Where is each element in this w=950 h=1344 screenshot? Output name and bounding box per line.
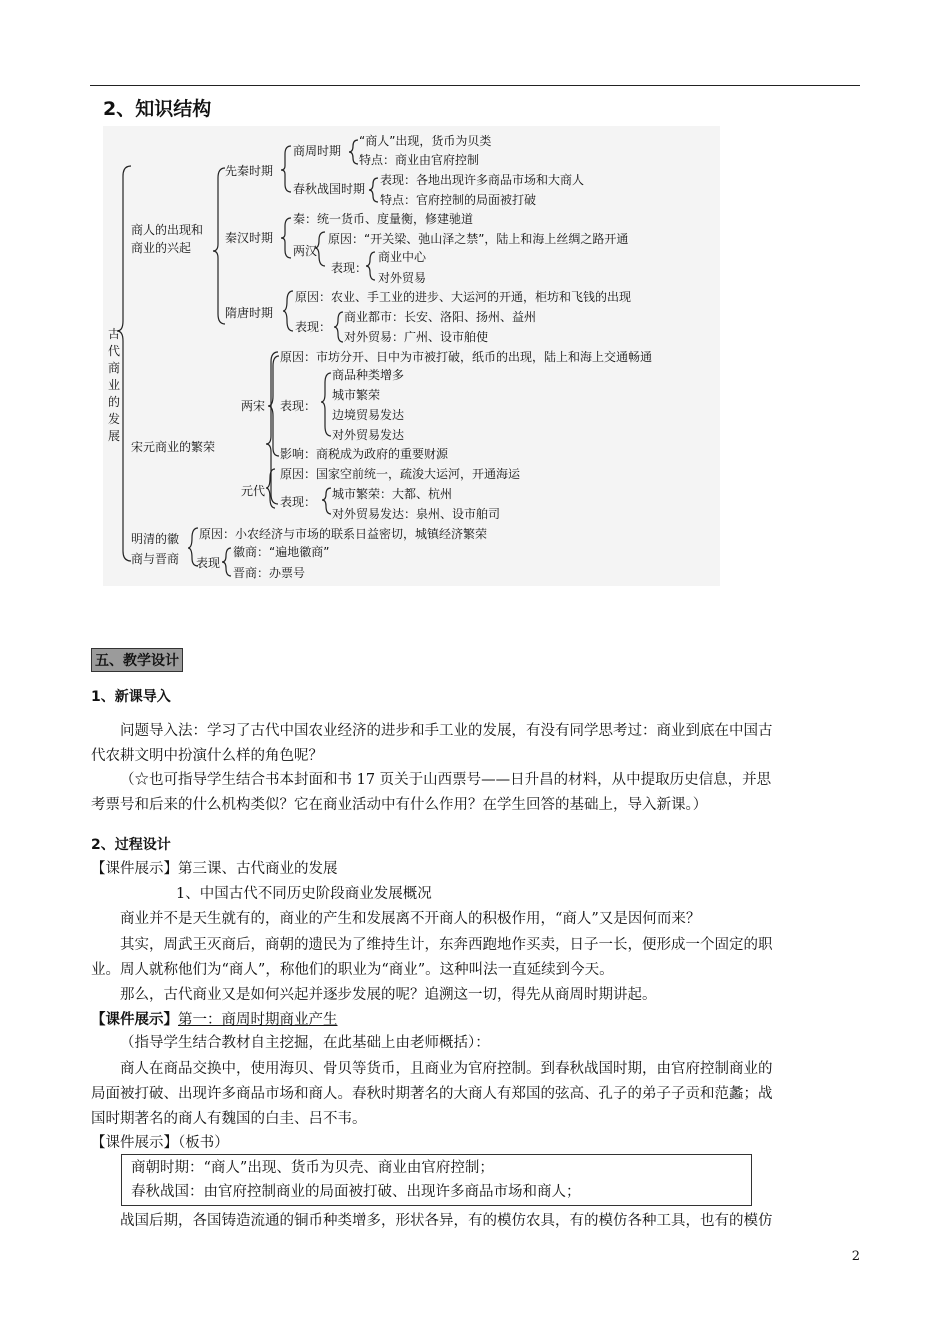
- section-5-heading: 五、教学设计: [91, 648, 183, 672]
- process-l10: 局面被打破、出现许多商品市场和商人。春秋时期著名的大商人有郑国的弦高、孔子的弟子子贡和范蠡；战: [91, 1086, 773, 1102]
- diagram-text: 原因：国家空前统一，疏浚大运河，开通海运: [280, 467, 521, 481]
- diagram-text: 表现：: [280, 399, 317, 413]
- blackboard-box: [121, 1154, 752, 1206]
- diagram-l1-c2: 商与晋商: [131, 552, 180, 566]
- diagram-text: 商业都市：长安、洛阳、扬州、益州: [344, 310, 537, 324]
- process-l7: [91, 1007, 338, 1033]
- process-l1: 【课件展示】第三课、古代商业的发展: [91, 861, 338, 877]
- process-l4: 其实，周武王灭商后，商朝的遗民为了维持生计，东奔西跑地作买卖，日子一长，便形成一个固定的职: [120, 937, 773, 953]
- diagram-text: 对外贸易发达: [332, 428, 405, 442]
- process-l13: 战国后期，各国铸造流通的铜币种类增多，形状各异，有的模仿农具，有的模仿各种工具，也有的模仿: [120, 1213, 773, 1229]
- intro-p2-line2: 考票号和后来的什么机构类似？它在商业活动中有什么作用？在学生回答的基础上，导入新课。）: [91, 797, 708, 813]
- diagram-l1-a1: 商人的出现和: [131, 223, 204, 237]
- intro-p1-line1: 问题导入法：学习了古代中国农业经济的进步和手工业的发展，有没有同学思考过：商业到底在中国古: [120, 723, 773, 739]
- box-line2: 春秋战国：由官府控制商业的局面被打破、出现许多商品市场和商人；: [131, 1184, 581, 1200]
- diagram-text: 边境贸易发达: [332, 408, 405, 422]
- diagram-node-yuandai: 元代: [241, 484, 266, 498]
- process-title: 2、过程设计: [91, 837, 171, 853]
- top-rule: [90, 85, 860, 86]
- courseware-label: 【课件展示】: [91, 1011, 178, 1028]
- diagram-text: 原因：“开关梁、弛山泽之禁”，陆上和海上丝绸之路开通: [328, 232, 629, 246]
- diagram-root: 古代商业的发展: [108, 327, 121, 443]
- diagram-text: 对外贸易发达：泉州、设市舶司: [332, 507, 501, 521]
- diagram-node-qinhan: 秦汉时期: [225, 231, 274, 245]
- diagram-text: 表现：: [280, 495, 317, 509]
- process-l12: 【课件展示】（板书）: [91, 1135, 229, 1151]
- diagram-l1-b: 宋元商业的繁荣: [131, 440, 216, 454]
- diagram-text: 对外贸易: [378, 271, 427, 285]
- diagram-text: 对外贸易：广州、设市舶使: [344, 330, 489, 344]
- process-l5: 业。周人就称他们为“商人”，称他们的职业为“商业”。这种叫法一直延续到今天。: [91, 962, 614, 978]
- diagram-node-chunqiu: 春秋战国时期: [293, 182, 366, 196]
- section-first-link: 第一：商周时期商业产生: [178, 1012, 338, 1028]
- page-number: 2: [851, 1249, 860, 1264]
- diagram-text: 晋商：办票号: [233, 566, 306, 580]
- intro-p2-line1: （☆也可指导学生结合书本封面和书 17 页关于山西票号——日升昌的材料，从中提取历史信息，并思: [120, 772, 772, 788]
- box-line1: 商朝时期：“商人”出现、货币为贝壳、商业由官府控制；: [131, 1160, 494, 1176]
- diagram-text: 表现：: [331, 261, 368, 275]
- diagram-text: 秦：统一货币、度量衡，修建驰道: [293, 212, 474, 226]
- diagram-text: 表现：: [295, 320, 332, 334]
- diagram-text: 表现: [196, 556, 221, 570]
- diagram-text: 影响：商税成为政府的重要财源: [280, 447, 449, 461]
- intro-title: 1、新课导入: [91, 689, 171, 705]
- intro-p1-line2: 代农耕文明中扮演什么样的角色呢？: [91, 748, 323, 764]
- diagram-text: 特点：官府控制的局面被打破: [380, 193, 537, 207]
- diagram-text: 原因：市坊分开、日中为市被打破，纸币的出现，陆上和海上交通畅通: [280, 350, 653, 364]
- process-l2: 1、中国古代不同历史阶段商业发展概况: [176, 886, 432, 902]
- diagram-text: 原因：小农经济与市场的联系日益密切，城镇经济繁荣: [199, 527, 488, 541]
- diagram-node-lianghan: 两汉: [293, 244, 318, 258]
- diagram-text: “商人”出现，货币为贝类: [359, 134, 492, 148]
- diagram-text: 表现：各地出现许多商品市场和大商人: [380, 173, 585, 187]
- section-heading: 2、知识结构: [103, 98, 212, 120]
- process-l6: 那么，古代商业又是如何兴起并逐步发展的呢？追溯这一切，得先从商周时期讲起。: [120, 987, 657, 1003]
- diagram-node-suitang: 隋唐时期: [225, 306, 274, 320]
- diagram-text: 商业中心: [378, 250, 427, 264]
- diagram-text: 原因：农业、手工业的进步、大运河的开通，柜坊和飞钱的出现: [295, 290, 632, 304]
- diagram-node-xianqin: 先秦时期: [225, 164, 274, 178]
- diagram-l1-a2: 商业的兴起: [131, 241, 192, 255]
- diagram-node-shangzhou: 商周时期: [293, 144, 342, 158]
- diagram-node-liangsong: 两宋: [241, 399, 266, 413]
- process-l11: 国时期著名的商人有魏国的白圭、吕不韦。: [91, 1111, 367, 1127]
- diagram-l1-c1: 明清的徽: [131, 532, 180, 546]
- diagram-text: 城市繁荣：大都、杭州: [332, 487, 453, 501]
- diagram-text: 特点：商业由官府控制: [359, 153, 480, 167]
- diagram-text: 商品种类增多: [332, 368, 405, 382]
- process-l8: （指导学生结合教材自主挖掘，在此基础上由老师概括）：: [120, 1035, 490, 1051]
- diagram-text: 徽商：“遍地徽商”: [233, 545, 330, 559]
- process-l3: 商业并不是天生就有的，商业的产生和发展离不开商人的积极作用，“商人”又是因何而来？: [120, 911, 701, 927]
- knowledge-structure-diagram: [103, 126, 720, 586]
- process-l9: 商人在商品交换中，使用海贝、骨贝等货币，且商业为官府控制。到春秋战国时期，由官府控制商业的: [120, 1061, 773, 1077]
- diagram-text: 城市繁荣: [332, 388, 381, 402]
